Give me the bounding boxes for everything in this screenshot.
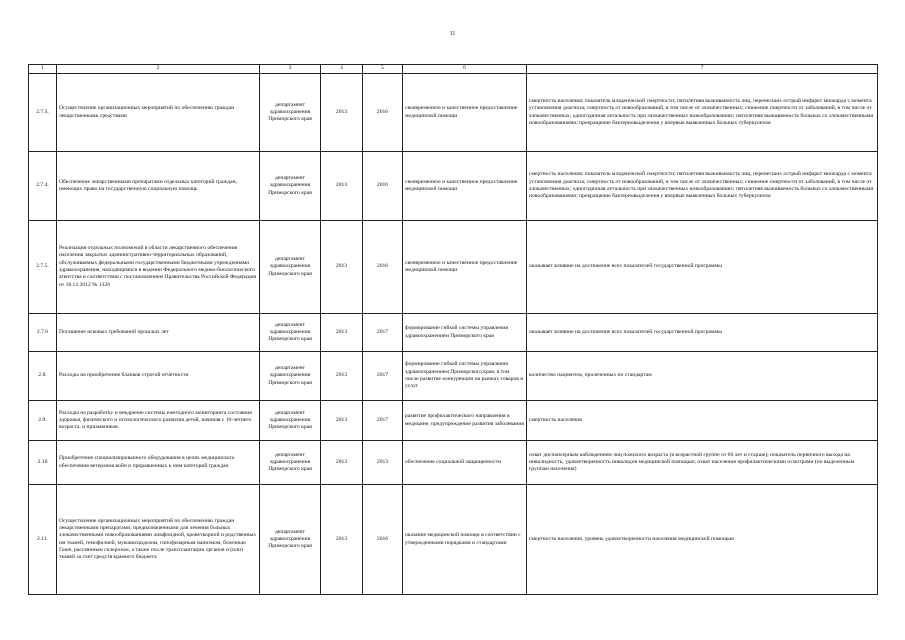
table-row: [29, 314, 878, 352]
end-year: 2013: [363, 441, 403, 485]
expected-result: обеспечение социальной защищенности: [403, 441, 527, 485]
header-cell: 7: [527, 65, 878, 74]
table-row: [29, 485, 878, 595]
expected-result: своевременное и качественное предоставление медицинской помощи: [403, 221, 527, 314]
header-cell: 4: [321, 65, 363, 74]
executor: департамент здравоохранения Приморского края: [260, 401, 321, 441]
header-cell: 1: [29, 65, 57, 74]
row-number: 2.9.: [29, 401, 57, 441]
start-year: 2013: [321, 314, 363, 352]
row-number: 2.8.: [29, 352, 57, 401]
end-year: 2017: [363, 401, 403, 441]
header-cell: 2: [57, 65, 260, 74]
header-cell: 3: [260, 65, 321, 74]
executor: департамент здравоохранения Приморского края: [260, 152, 321, 221]
indicators: смертность населения; показатель младенческой смертности; пятилетняя выживаемость лиц, перенесших острый инфаркт миокарда с момента установления диагноза; смертность от новообразований, в том числе от злокачественных; снижение смертности от заболеваний, в том числе от злокачественных; одногодичная летальность при злокачественных новообразованиях; пятилетняя выживаемость больных со злокачественными новообразованиями; прекращение бактериовыделения у впервые выявленных больных туберкулезом: [527, 152, 878, 221]
indicators: смертность населения; показатель младенческой смертности; пятилетняя выживаемость лиц, перенесших острый инфаркт миокарда с момента установления диагноза; смертность от новообразований, в том числе от злокачественных; снижение смертности от заболеваний, в том числе от злокачественных; одногодичная летальность при злокачественных новообразованиях; пятилетняя выживаемость больных со злокачественными новообразованиями; прекращение бактериовыделения у впервые выявленных больных туберкулезом: [527, 74, 878, 152]
indicators: охват диспансерным наблюдением лиц пожилого возраста (в возрастной группе от 60 лет и старше); показатель первичного выхода на инвалидность; удовлетворенность инвалидов медицинской помощью; охват населения профилактическими осмотрами (по выделенным группам населения): [527, 441, 878, 485]
table-row: [29, 221, 878, 314]
row-number: 2.7.3.: [29, 74, 57, 152]
indicators: смертность населения, уровень удовлетворенности населения медицинской помощью: [527, 485, 878, 595]
table-row: [29, 441, 878, 485]
measure-name: Погашение исковых требований прошлых лет: [57, 314, 260, 352]
start-year: 2013: [321, 441, 363, 485]
indicators: смертность населения: [527, 401, 878, 441]
header-cell: 6: [403, 65, 527, 74]
measure-name: Осуществление организационных мероприятий по обеспечению граждан лекарственными средствами: [57, 74, 260, 152]
row-number: 2.11.: [29, 485, 57, 595]
executor: департамент здравоохранения Приморского края: [260, 441, 321, 485]
header-cell: 5: [363, 65, 403, 74]
indicators: количество пациентов, пролеченных по стандартам: [527, 352, 878, 401]
expected-result: оказание медицинской помощи в соответствии с утвержденными порядками и стандартами: [403, 485, 527, 595]
table-row: [29, 401, 878, 441]
end-year: 2016: [363, 485, 403, 595]
measure-name: Реализация отдельных полномочий в области лекарственного обеспечения населения закрытых административно-территориальных образований, обслуживаемых федеральными государственными бюджетными учреждениями здравоохранения, находящимися в ведении Федерального медико-биологического агентства в соответствии с постановлением Правительства Российской Федерации от 18.12.2012 № 1326: [57, 221, 260, 314]
row-number: 2.7.6: [29, 314, 57, 352]
row-number: 2.10: [29, 441, 57, 485]
page-number: 11: [449, 31, 456, 37]
expected-result: своевременное и качественное предоставление медицинской помощи: [403, 152, 527, 221]
row-number: 2.7.4.: [29, 152, 57, 221]
program-table: [28, 64, 878, 595]
table-row: [29, 74, 878, 152]
start-year: 2013: [321, 74, 363, 152]
indicators: оказывает влияние на достижение всех показателей государственной программы: [527, 314, 878, 352]
measure-name: Расходы на приобретение бланков строгой отчетности: [57, 352, 260, 401]
start-year: 2013: [321, 401, 363, 441]
table-row: [29, 352, 878, 401]
end-year: 2017: [363, 352, 403, 401]
measure-name: Осуществление организационных мероприятий по обеспечению граждан лекарственными препаратами, предназначенными для лечения больных злокачественными новообразованиями лимфоидной, кроветворной и родственных им тканей, гемофилией, муковисцидозом, гипофизарным нанизмом, болезнью Гоше, рассеянным склерозом, а также после трансплантации органов и (или) тканей за счет средств краевого бюджета: [57, 485, 260, 595]
start-year: 2013: [321, 352, 363, 401]
end-year: 2016: [363, 152, 403, 221]
header-row: [29, 65, 878, 74]
measure-name: Обеспечение лекарственными препаратами отдельных категорий граждан, имеющих право на государственную социальную помощь: [57, 152, 260, 221]
measure-name: Приобретение специализированного оборудования в целях медицинского обеспечения ветеранов войн и приравненных к ним категорий граждан: [57, 441, 260, 485]
executor: департамент здравоохранения Приморского края: [260, 221, 321, 314]
start-year: 2013: [321, 221, 363, 314]
indicators: оказывает влияние на достижение всех показателей государственной программы: [527, 221, 878, 314]
executor: департамент здравоохранения Приморского края: [260, 485, 321, 595]
executor: департамент здравоохранения Приморского края: [260, 74, 321, 152]
expected-result: развитие профилактического направления в медицине, предупреждение развития заболевания: [403, 401, 527, 441]
expected-result: формирование гибкой системы управления здравоохранением Приморского края, в том числе развитие конкуренции на рынках товаров и услуг: [403, 352, 527, 401]
executor: департамент здравоохранения Приморского края: [260, 352, 321, 401]
expected-result: своевременное и качественное предоставление медицинской помощи: [403, 74, 527, 152]
table-row: [29, 152, 878, 221]
start-year: 2013: [321, 152, 363, 221]
end-year: 2016: [363, 74, 403, 152]
expected-result: формирование гибкой системы управления здравоохранением Приморского края: [403, 314, 527, 352]
start-year: 2013: [321, 485, 363, 595]
executor: департамент здравоохранения Приморского края: [260, 314, 321, 352]
end-year: 2017: [363, 314, 403, 352]
measure-name: Расходы на разработку и внедрение системы ежегодного мониторинга состояния здоровья, физического и психологического развития детей, начиная с 10-летнего возраста, и призывников: [57, 401, 260, 441]
end-year: 2016: [363, 221, 403, 314]
row-number: 2.7.5.: [29, 221, 57, 314]
